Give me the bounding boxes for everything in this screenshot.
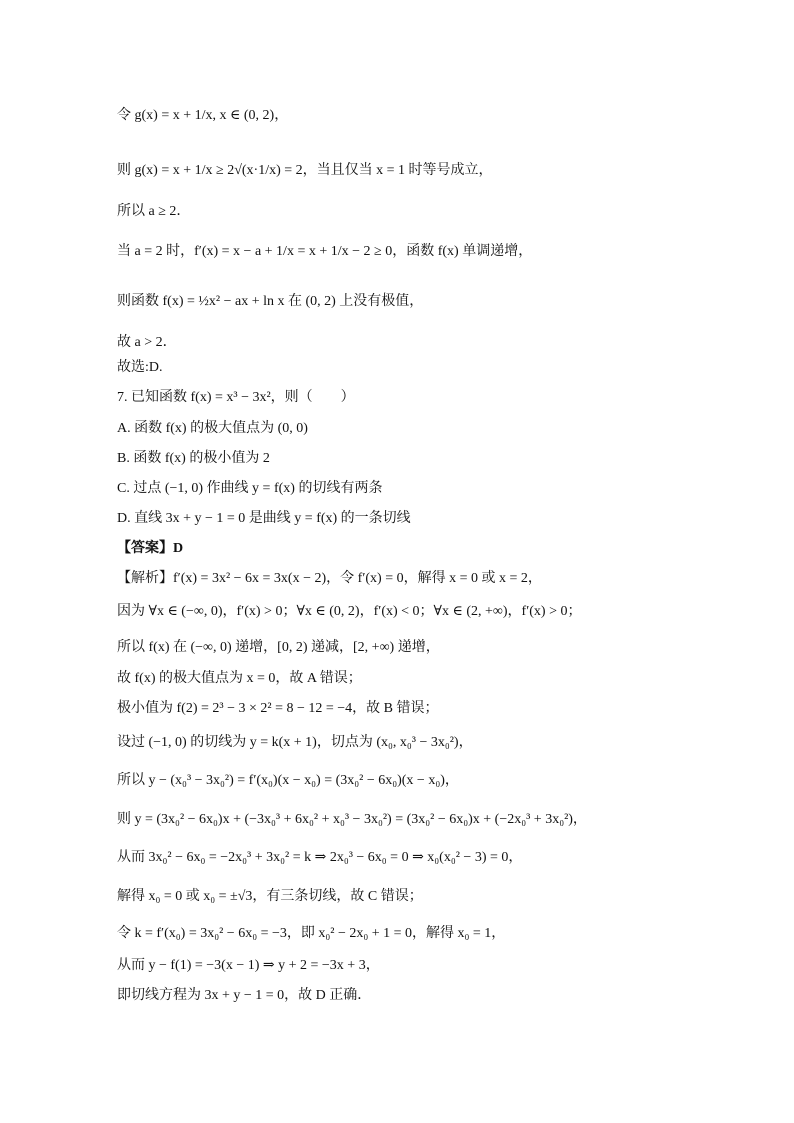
question-stem: 7. 已知函数 f(x) = x³ − 3x²，则（ ） [117, 390, 355, 405]
option-d: D. 直线 3x + y − 1 = 0 是曲线 y = f(x) 的一条切线 [117, 511, 411, 526]
analysis-line-11: 令 k = f′(x₀) = 3x₀² − 6x₀ = −3，即 x₀² − 2x₀ + 1 = 0，解得 x₀ = 1， [117, 926, 506, 941]
text-line-6: 故 a > 2． [117, 335, 177, 350]
analysis-line-6: 设过 (−1, 0) 的切线为 y = k(x + 1)，切点为 (x₀, x₀³ − 3x₀²)， [117, 735, 473, 750]
analysis-line-13: 即切线方程为 3x + y − 1 = 0，故 D 正确． [117, 988, 372, 1003]
analysis-line-5: 极小值为 f(2) = 2³ − 3 × 2² = 8 − 12 = −4，故 B 错误； [117, 701, 439, 716]
text-line-3: 所以 a ≥ 2． [117, 204, 191, 219]
analysis-line-3: 所以 f(x) 在 (−∞, 0) 递增，[0, 2) 递减，[2, +∞) 递增， [117, 640, 440, 655]
answer-line: 【答案】D [117, 541, 184, 556]
text-line-2: 则 g(x) = x + 1/x ≥ 2√(x·1/x) = 2，当且仅当 x = 1 时等号成立， [117, 163, 493, 178]
analysis-line-8: 则 y = (3x₀² − 6x₀)x + (−3x₀³ + 6x₀² + x₀³ − 3x₀²) = (3x₀² − 6x₀)x + (−2x₀³ + 3x₀²)， [117, 812, 587, 827]
analysis-line-1: 【解析】f′(x) = 3x² − 6x = 3x(x − 2)，令 f′(x) = 0，解得 x = 0 或 x = 2， [117, 571, 542, 586]
analysis-line-12: 从而 y − f(1) = −3(x − 1) ⇒ y + 2 = −3x + 3， [117, 958, 380, 973]
text-line-5: 则函数 f(x) = ½x² − ax + ln x 在 (0, 2) 上没有极值， [117, 294, 424, 309]
text-line-4: 当 a = 2 时，f′(x) = x − a + 1/x = x + 1/x − 2 ≥ 0，函数 f(x) 单调递增， [117, 244, 533, 259]
analysis-line-10: 解得 x₀ = 0 或 x₀ = ±√3，有三条切线，故 C 错误； [117, 889, 423, 904]
option-b: B. 函数 f(x) 的极小值为 2 [117, 451, 270, 466]
analysis-line-7: 所以 y − (x₀³ − 3x₀²) = f′(x₀)(x − x₀) = (3x₀² − 6x₀)(x − x₀)， [117, 773, 459, 788]
option-a: A. 函数 f(x) 的极大值点为 (0, 0) [117, 421, 308, 436]
analysis-line-9: 从而 3x₀² − 6x₀ = −2x₀³ + 3x₀² = k ⇒ 2x₀³ − 6x₀ = 0 ⇒ x₀(x₀² − 3) = 0， [117, 850, 523, 865]
analysis-line-4: 故 f(x) 的极大值点为 x = 0，故 A 错误； [117, 671, 362, 686]
option-c: C. 过点 (−1, 0) 作曲线 y = f(x) 的切线有两条 [117, 481, 383, 496]
analysis-line-2: 因为 ∀x ∈ (−∞, 0)，f′(x) > 0；∀x ∈ (0, 2)，f′(x) < 0；∀x ∈ (2, +∞)，f′(x) > 0； [117, 604, 582, 619]
text-line-1: 令 g(x) = x + 1/x, x ∈ (0, 2)， [117, 108, 289, 123]
text-line-7: 故选:D. [117, 360, 163, 375]
